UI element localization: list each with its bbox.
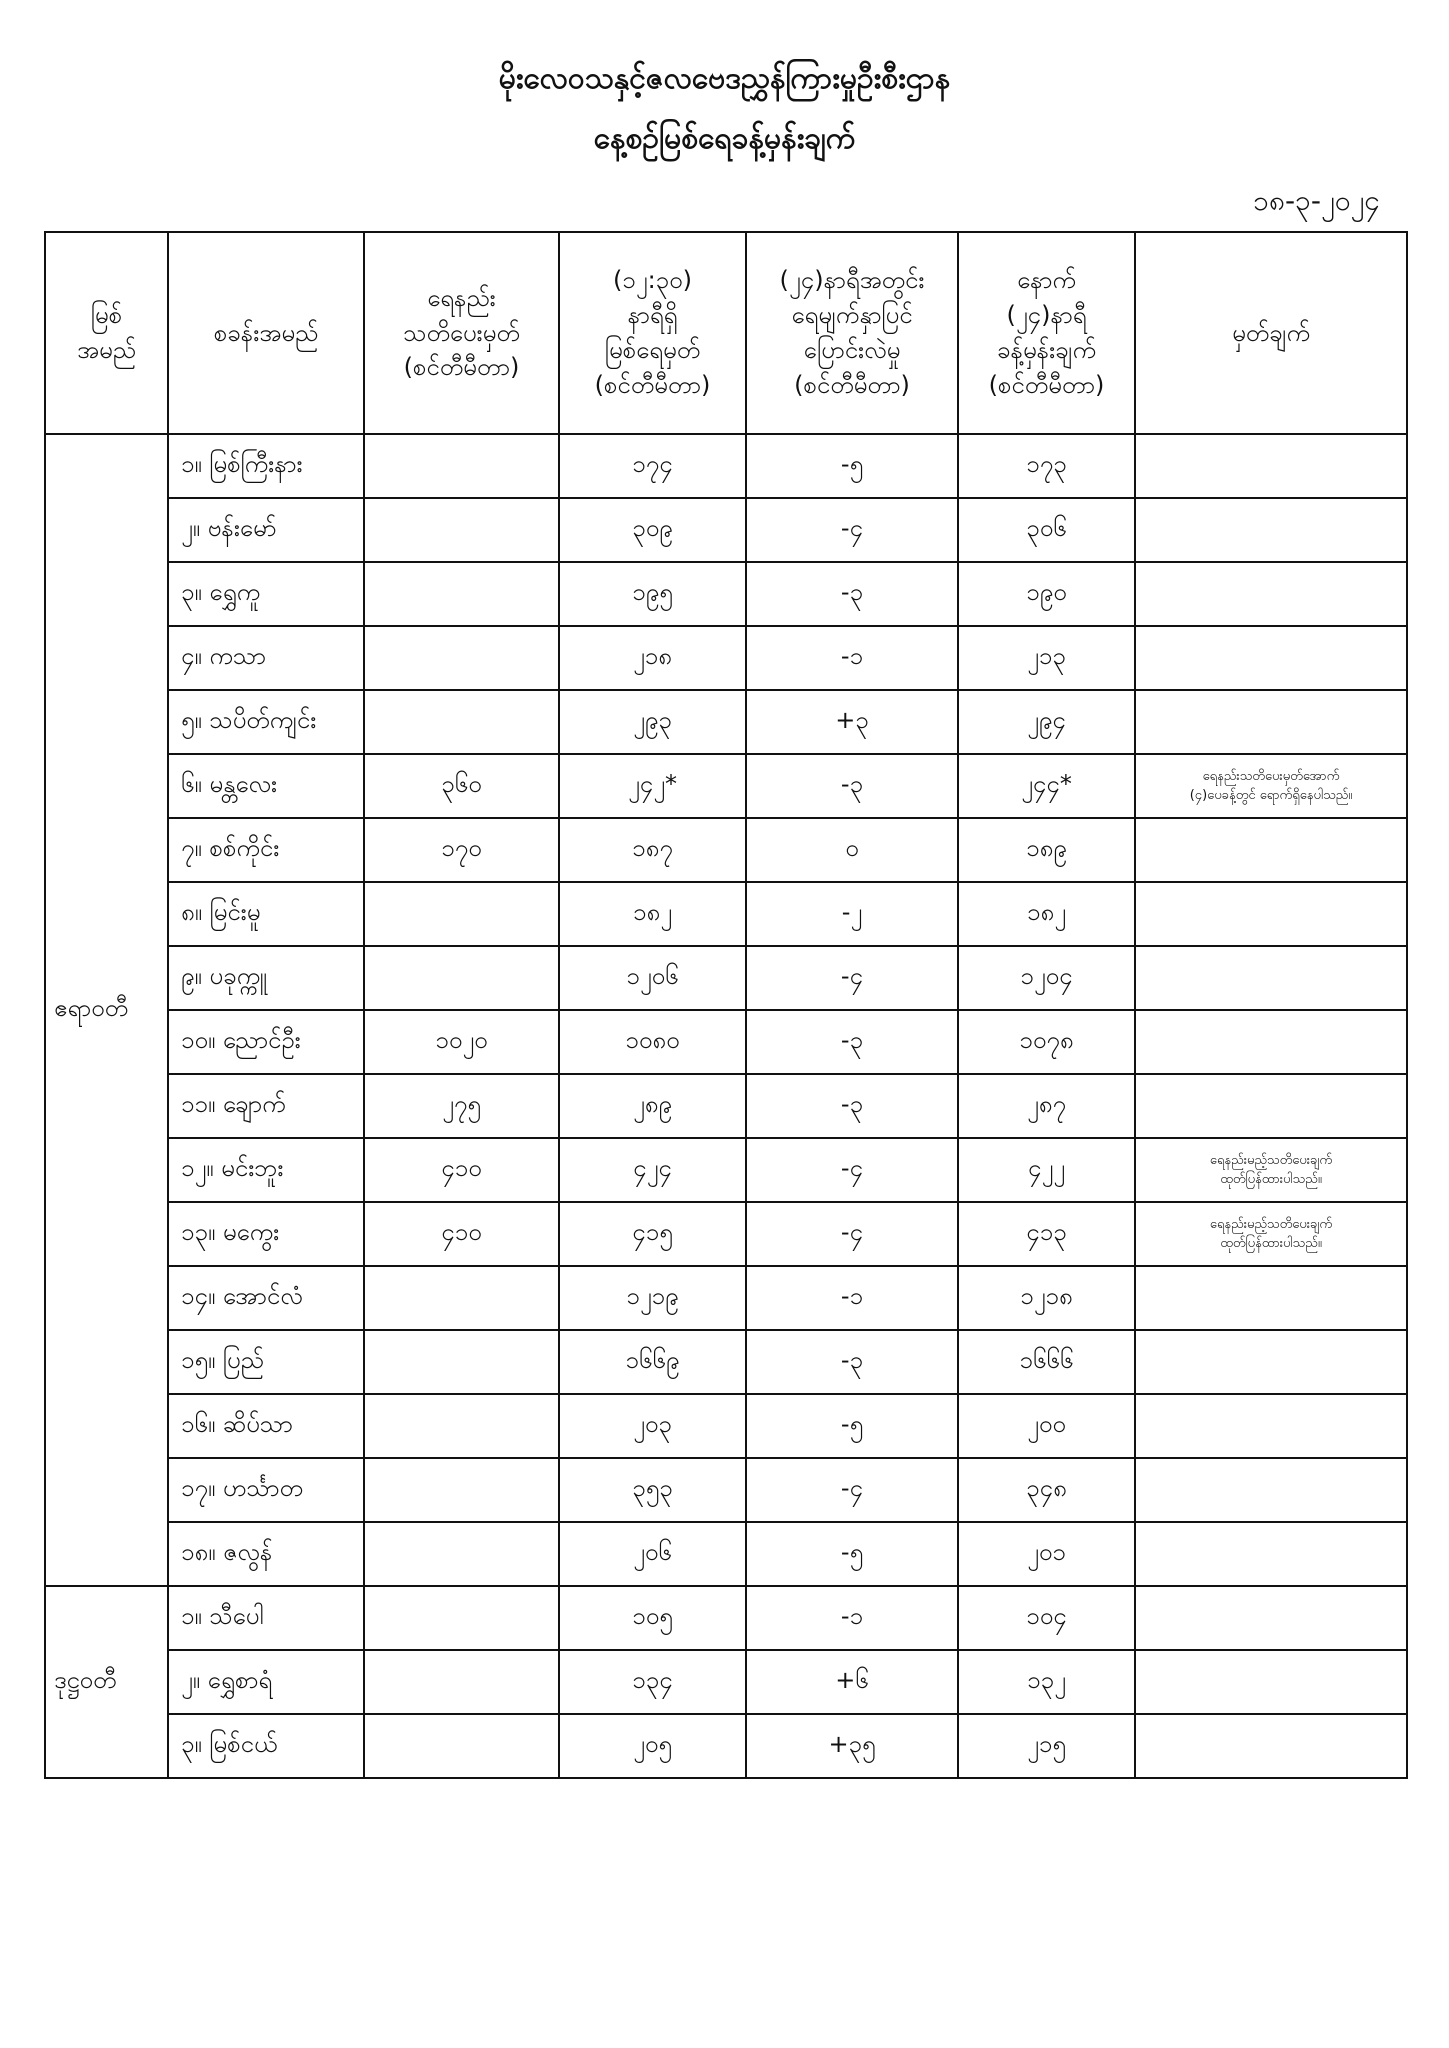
forecast-cell: ၂၀၁: [958, 1522, 1135, 1586]
table-row: [45, 626, 1407, 690]
station-cell: ၁၄။ အောင်လံ: [168, 1266, 364, 1330]
forecast-cell: ၁၂၁၈: [958, 1266, 1135, 1330]
remark-cell: [1135, 946, 1407, 1010]
river-name-cell: ဒုဋ္ဌဝတီ: [45, 1586, 168, 1778]
change-cell: +၃: [746, 690, 958, 754]
table-row: [45, 1074, 1407, 1138]
change-cell: -၁: [746, 1586, 958, 1650]
forecast-cell: ၁၈၂: [958, 882, 1135, 946]
header-line: သတိပေးမှတ်: [403, 318, 520, 347]
header-line: ခန့်မှန်းချက်: [997, 336, 1096, 364]
station-cell: ၁၃။ မကွေး: [168, 1202, 364, 1266]
water-level-cell: ၂၀၃: [559, 1394, 746, 1458]
warning-level-cell: ၄၁၀: [364, 1202, 559, 1266]
water-level-cell: ၁၀၅: [559, 1586, 746, 1650]
change-cell: -၃: [746, 1010, 958, 1074]
station-cell: ၁၇။ ဟင်္သာတ: [168, 1458, 364, 1522]
header-line: နာရီရှိ: [627, 301, 678, 330]
table-row: [45, 882, 1407, 946]
station-cell: ၇။ စစ်ကိုင်း: [168, 818, 364, 882]
remark-line: ရေနည်းမည့်သတိပေးချက်: [1209, 1152, 1333, 1168]
remark-line: ထုတ်ပြန်ထားပါသည်။: [1220, 1236, 1322, 1251]
forecast-cell: ၄၂၂: [958, 1138, 1135, 1202]
station-cell: ၆။ မန္တလေး: [168, 754, 364, 818]
warning-level-cell: [364, 1650, 559, 1714]
remark-cell: [1135, 1266, 1407, 1330]
warning-level-header: [364, 232, 559, 434]
remark-header: [1135, 232, 1407, 434]
warning-level-cell: [364, 690, 559, 754]
warning-level-cell: [364, 626, 559, 690]
forecast-cell: ၂၀၀: [958, 1394, 1135, 1458]
table-row: [45, 1394, 1407, 1458]
table-row: [45, 434, 1407, 498]
warning-level-cell: ၁၀၂၀: [364, 1010, 559, 1074]
water-level-cell: ၁၆၆၉: [559, 1330, 746, 1394]
water-level-cell: ၄၁၅: [559, 1202, 746, 1266]
header-line: (၂၄)နာရီအတွင်း: [779, 266, 925, 295]
water-level-cell: ၄၂၄: [559, 1138, 746, 1202]
remark-cell: [1135, 882, 1407, 946]
remark-line: ရေနည်းမည့်သတိပေးချက်: [1209, 1216, 1333, 1232]
report-date: ၁၈-၃-၂၀၂၄: [1253, 184, 1380, 217]
forecast-cell: ၁၂၀၄: [958, 946, 1135, 1010]
remark-cell: [1135, 1074, 1407, 1138]
remark-cell: [1135, 690, 1407, 754]
table-row: [45, 1202, 1407, 1266]
station-cell: ၁၁။ ချောက်: [168, 1074, 364, 1138]
change-cell: -၃: [746, 562, 958, 626]
station-cell: ၁၀။ ညောင်ဦး: [168, 1010, 364, 1074]
warning-level-cell: [364, 562, 559, 626]
remark-cell: [1135, 562, 1407, 626]
change-cell: ၀: [746, 818, 958, 882]
change-cell: -၅: [746, 1522, 958, 1586]
header-line: မြစ်ရေမှတ်: [604, 336, 701, 364]
change-cell: -၃: [746, 754, 958, 818]
document-title: မိုးလေဝသနှင့်ဇလဗေဒညွှန်ကြားမှုဦးစီးဌာန: [498, 61, 951, 96]
remark-cell: [1135, 1714, 1407, 1778]
station-cell: ၃။ မြစ်ငယ်: [168, 1714, 364, 1778]
change-cell: -၄: [746, 498, 958, 562]
header-line: (စင်တီမီတာ): [594, 370, 711, 399]
warning-level-cell: [364, 1522, 559, 1586]
remark-cell: [1135, 1330, 1407, 1394]
header-line: နောက်: [1017, 266, 1076, 295]
water-level-cell: ၁၇၄: [559, 434, 746, 498]
warning-level-cell: [364, 1714, 559, 1778]
table-row: [45, 754, 1407, 818]
change-cell: -၄: [746, 946, 958, 1010]
water-level-cell: ၂၄၂*: [559, 754, 746, 818]
station-header: [168, 232, 364, 434]
table-row: [45, 690, 1407, 754]
table-row: [45, 498, 1407, 562]
remark-cell: [1135, 1138, 1407, 1202]
table-row: [45, 1010, 1407, 1074]
station-cell: ၂။ ရွှေစာရံ: [168, 1650, 364, 1714]
change-cell: -၁: [746, 626, 958, 690]
change-cell: -၄: [746, 1138, 958, 1202]
document-subtitle: နေ့စဉ်မြစ်ရေခန့်မှန်းချက်: [593, 121, 856, 156]
forecast-cell: ၂၁၅: [958, 1714, 1135, 1778]
table-row: [45, 562, 1407, 626]
warning-level-cell: [364, 1586, 559, 1650]
warning-level-cell: [364, 1266, 559, 1330]
change-cell: -၅: [746, 1394, 958, 1458]
warning-level-cell: ၃၆၀: [364, 754, 559, 818]
remark-cell: [1135, 434, 1407, 498]
remark-line: (၄)ပေခန့်တွင် ရောက်ရှိနေပါသည်။: [1189, 788, 1353, 803]
remark-line: ရေနည်းသတိပေးမှတ်အောက်: [1202, 768, 1340, 784]
header-line: (စင်တီမီတာ): [988, 370, 1105, 399]
header-line: ရေမျက်နှာပြင်: [791, 301, 913, 330]
forecast-cell: ၁၀၄: [958, 1586, 1135, 1650]
table-header-row: [45, 232, 1407, 434]
station-cell: ၄။ ကသာ: [168, 626, 364, 690]
station-cell: ၃။ ရွှေကူ: [168, 562, 364, 626]
water-level-cell: ၁၈၂: [559, 882, 746, 946]
remark-cell: [1135, 1458, 1407, 1522]
station-cell: ၁၈။ ဇလွန်: [168, 1522, 364, 1586]
station-cell: ၁။ မြစ်ကြီးနား: [168, 434, 364, 498]
water-level-cell: ၂၀၅: [559, 1714, 746, 1778]
forecast-cell: ၂၄၄*: [958, 754, 1135, 818]
forecast-cell: ၂၁၃: [958, 626, 1135, 690]
warning-level-cell: [364, 1394, 559, 1458]
header-line: မှတ်ချက်: [1232, 318, 1310, 347]
table-row: [45, 1650, 1407, 1714]
remark-cell: [1135, 1202, 1407, 1266]
forecast-cell: ၁၉၀: [958, 562, 1135, 626]
header-line: (စင်တီမီတာ): [403, 353, 520, 382]
river-forecast-table: [44, 231, 1408, 1779]
remark-cell: [1135, 1394, 1407, 1458]
table-row: [45, 1266, 1407, 1330]
forecast-cell: ၁၈၉: [958, 818, 1135, 882]
table-row: [45, 946, 1407, 1010]
station-cell: ၁၂။ မင်းဘူး: [168, 1138, 364, 1202]
change-cell: -၁: [746, 1266, 958, 1330]
header-line: စခန်းအမည်: [213, 318, 319, 347]
remark-line: ထုတ်ပြန်ထားပါသည်။: [1220, 1172, 1322, 1187]
change-cell: -၅: [746, 434, 958, 498]
header-line: ပြောင်းလဲမှု: [803, 336, 901, 364]
table-row: [45, 1138, 1407, 1202]
warning-level-cell: [364, 946, 559, 1010]
forecast-cell: ၄၁၃: [958, 1202, 1135, 1266]
station-cell: ၁။ သီပေါ: [168, 1586, 364, 1650]
station-cell: ၂။ ဗန်းမော်: [168, 498, 364, 562]
water-level-cell: ၁၂၀၆: [559, 946, 746, 1010]
table-row: [45, 1522, 1407, 1586]
river-header: [45, 232, 168, 434]
header-line: မြစ်: [90, 301, 123, 330]
water-level-cell: ၃၀၉: [559, 498, 746, 562]
forecast-cell: ၁၆၆၆: [958, 1330, 1135, 1394]
forecast-cell: ၁၇၃: [958, 434, 1135, 498]
table-row: [45, 1586, 1407, 1650]
forecast-header: [958, 232, 1135, 434]
water-level-header: [559, 232, 746, 434]
warning-level-cell: [364, 1458, 559, 1522]
forecast-cell: ၂၈၇: [958, 1074, 1135, 1138]
water-level-cell: ၃၅၃: [559, 1458, 746, 1522]
station-cell: ၈။ မြင်းမူ: [168, 882, 364, 946]
water-level-cell: ၁၈၇: [559, 818, 746, 882]
remark-cell: [1135, 498, 1407, 562]
water-level-cell: ၁၂၁၉: [559, 1266, 746, 1330]
table-row: [45, 818, 1407, 882]
remark-cell: [1135, 1650, 1407, 1714]
warning-level-cell: [364, 1330, 559, 1394]
change-header: [746, 232, 958, 434]
warning-level-cell: ၂၇၅: [364, 1074, 559, 1138]
warning-level-cell: ၄၁၀: [364, 1138, 559, 1202]
water-level-cell: ၂၀၆: [559, 1522, 746, 1586]
warning-level-cell: [364, 434, 559, 498]
water-level-cell: ၁၃၄: [559, 1650, 746, 1714]
table-row: [45, 1458, 1407, 1522]
station-cell: ၉။ ပခုက္ကူ: [168, 946, 364, 1010]
forecast-cell: ၂၉၄: [958, 690, 1135, 754]
change-cell: -၄: [746, 1458, 958, 1522]
remark-cell: [1135, 626, 1407, 690]
forecast-cell: ၁၀၇၈: [958, 1010, 1135, 1074]
warning-level-cell: [364, 498, 559, 562]
table-body: [45, 434, 1407, 1778]
warning-level-cell: ၁၇၀: [364, 818, 559, 882]
header-line: (၁၂:၃၀): [612, 266, 693, 295]
station-cell: ၁၅။ ပြည်: [168, 1330, 364, 1394]
header-line: ရေနည်း: [427, 283, 496, 312]
remark-cell: [1135, 1586, 1407, 1650]
water-level-cell: ၁၀၈၀: [559, 1010, 746, 1074]
station-cell: ၅။ သပိတ်ကျင်း: [168, 690, 364, 754]
remark-cell: [1135, 1010, 1407, 1074]
forecast-cell: ၁၃၂: [958, 1650, 1135, 1714]
water-level-cell: ၂၁၈: [559, 626, 746, 690]
water-level-cell: ၁၉၅: [559, 562, 746, 626]
change-cell: -၄: [746, 1202, 958, 1266]
remark-cell: [1135, 754, 1407, 818]
water-level-cell: ၂၈၉: [559, 1074, 746, 1138]
table-row: [45, 1714, 1407, 1778]
header-line: အမည်: [77, 336, 136, 364]
remark-cell: [1135, 1522, 1407, 1586]
header-line: (၂၄)နာရီ: [1006, 301, 1087, 330]
station-cell: ၁၆။ ဆိပ်သာ: [168, 1394, 364, 1458]
water-level-cell: ၂၉၃: [559, 690, 746, 754]
change-cell: +၃၅: [746, 1714, 958, 1778]
change-cell: -၃: [746, 1074, 958, 1138]
warning-level-cell: [364, 882, 559, 946]
forecast-cell: ၃၀၆: [958, 498, 1135, 562]
forecast-cell: ၃၄၈: [958, 1458, 1135, 1522]
table-row: [45, 1330, 1407, 1394]
river-name-cell: ဧရာဝတီ: [45, 434, 168, 1586]
change-cell: +၆: [746, 1650, 958, 1714]
header-line: (စင်တီမီတာ): [794, 370, 910, 399]
change-cell: -၂: [746, 882, 958, 946]
change-cell: -၃: [746, 1330, 958, 1394]
remark-cell: [1135, 818, 1407, 882]
